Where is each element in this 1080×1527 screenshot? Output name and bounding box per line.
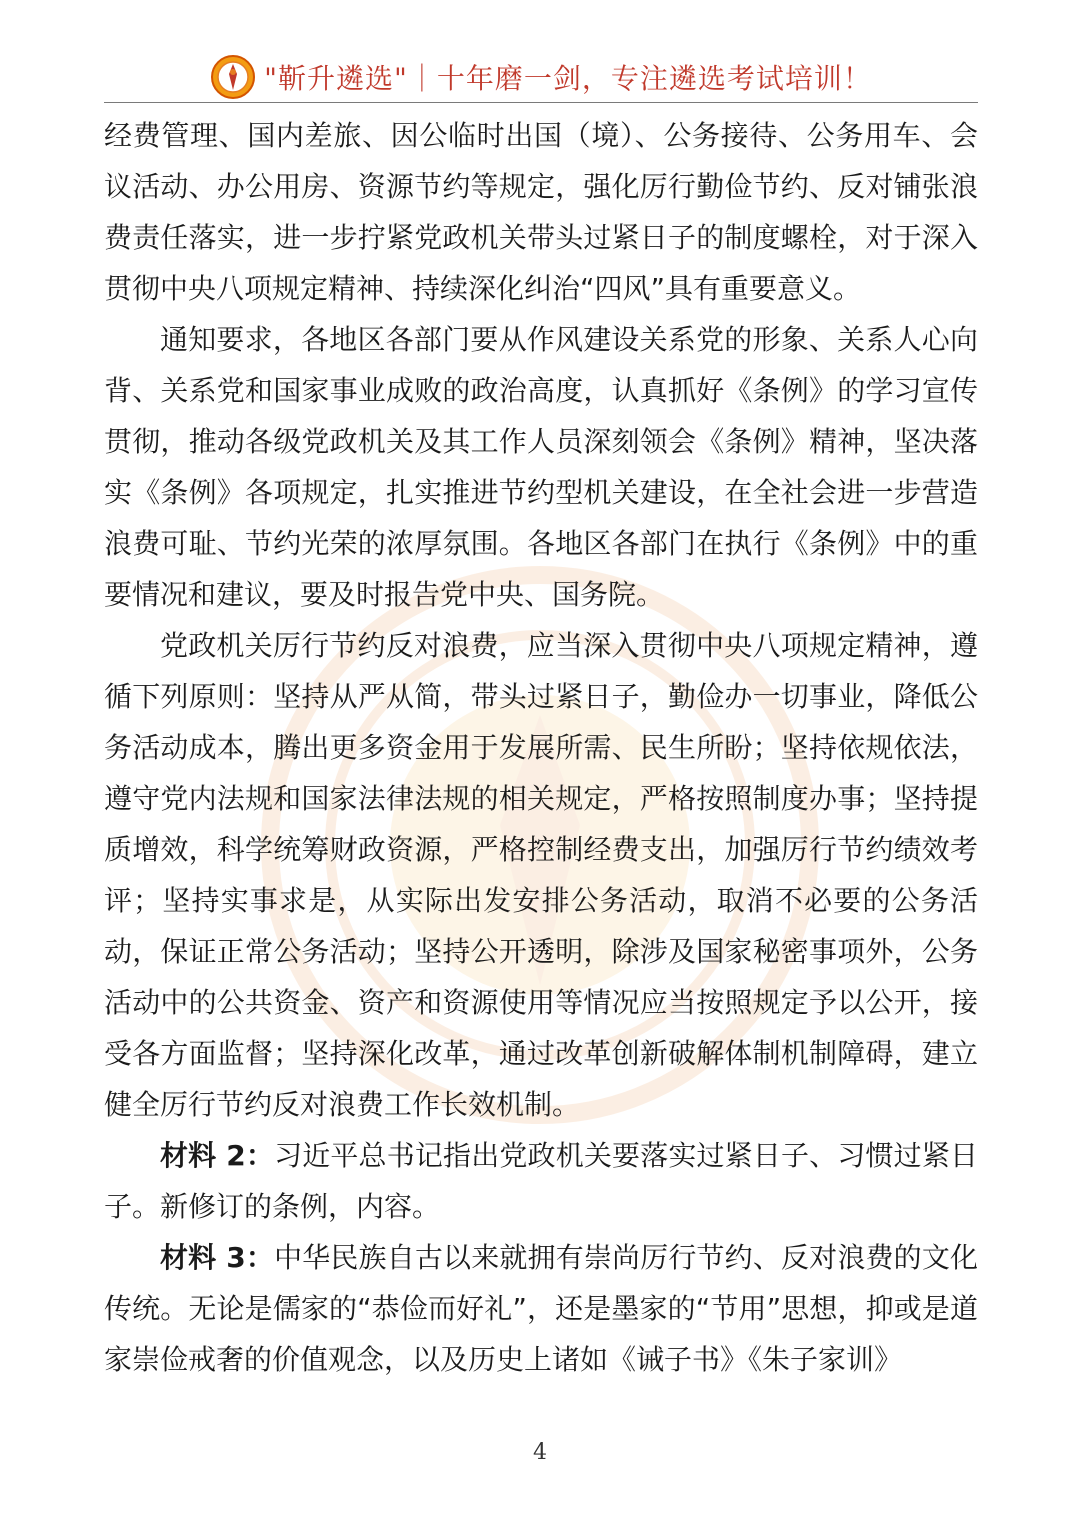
- material-2-label: 材料 2：: [160, 1139, 275, 1172]
- page-number: 4: [533, 1440, 547, 1465]
- paragraph-material-2: [104, 1130, 978, 1232]
- page-header: [104, 52, 978, 103]
- paragraph-principles: 党政机关厉行节约反对浪费，应当深入贯彻中央八项规定精神，遵循下列原则：坚持从严从简，带头过紧日子，勤俭办一切事业，降低公务活动成本，腾出更多资金用于发展所需、民生所盼；坚持依规依法，遵守党内法规和国家法律法规的相关规定，严格按照制度办事；坚持提质增效，科学统筹财政资源，严格控制经费支出，加强厉行节约绩效考评；坚持实事求是，从实际出发安排公务活动，取消不必要的公务活动，保证正常公务活动；坚持公开透明，除涉及国家秘密事项外，公务活动中的公共资金、资产和资源使用等情况应当按照规定予以公开，接受各方面监督；坚持深化改革，通过改革创新破解体制机制障碍，建立健全厉行节约反对浪费工作长效机制。: [104, 629, 978, 1121]
- document-body: [104, 110, 978, 1385]
- header-slogan: "靳升遴选"｜十年磨一剑，专注遴选考试培训！: [264, 62, 872, 95]
- paragraph-notice: 通知要求，各地区各部门要从作风建设关系党的形象、关系人心向背、关系党和国家事业成败的政治高度，认真抓好《条例》的学习宣传贯彻，推动各级党政机关及其工作人员深刻领会《条例》精神，坚决落实《条例》各项规定，扎实推进节约型机关建设，在全社会进一步营造浪费可耻、节约光荣的浓厚氛围。各地区各部门在执行《条例》中的重要情况和建议，要及时报告党中央、国务院。: [104, 323, 978, 611]
- paragraph-material-3: [104, 1232, 978, 1385]
- material-3-label: 材料 3：: [160, 1241, 275, 1274]
- material-3-text: 中华民族自古以来就拥有崇尚厉行节约、反对浪费的文化传统。无论是儒家的“恭俭而好礼”，还是墨家的“节用”思想，抑或是道家崇俭戒奢的价值观念，以及历史上诸如《诫子书》《朱子家训》: [104, 1241, 978, 1376]
- paragraph-continued: 经费管理、国内差旅、因公临时出国（境）、公务接待、公务用车、会议活动、办公用房、资源节约等规定，强化厉行勤俭节约、反对铺张浪费责任落实，进一步拧紧党政机关带头过紧日子的制度螺栓，对于深入贯彻中央八项规定精神、持续深化纠治“四风”具有重要意义。: [104, 119, 978, 305]
- material-2-text: 习近平总书记指出党政机关要落实过紧日子、习惯过紧日子。新修订的条例，内容。: [104, 1139, 978, 1223]
- school-seal-logo-icon: [210, 54, 256, 100]
